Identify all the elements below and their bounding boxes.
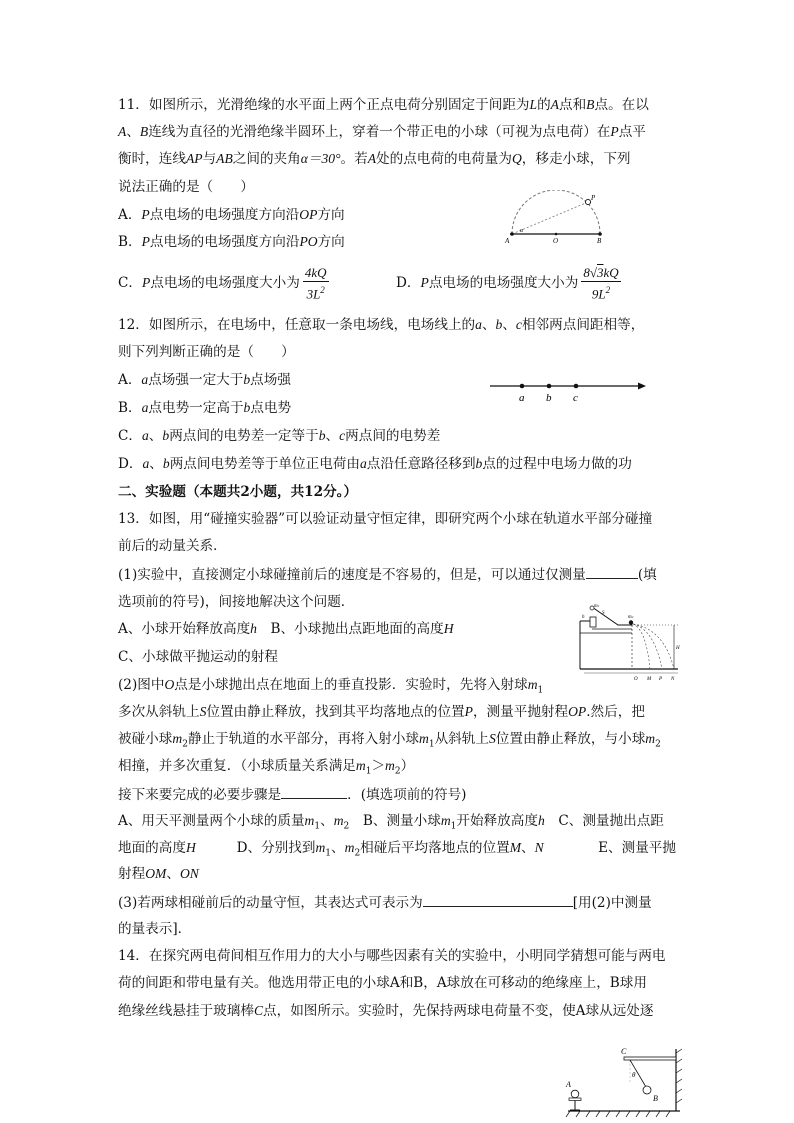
fig-label-m1: m1 [594,604,600,609]
answer-blank-1[interactable] [586,564,638,579]
q13-line-12: A、用天平测量两个小球的质量$m_1$、$m_2$ B、测量小球$m_1$开始释放高度h C、测量抛出点距 [118,813,664,832]
fig-label-n: N [671,677,675,682]
fig-label-m: M [647,677,652,682]
q12-line-1: 12．如图所示，在电场中，任意取一条电场线，电场线上的a、b、c相邻两点间距相等， [118,317,645,333]
q13-line-1: 13．如图，用“碰撞实验器”可以验证动量守恒定律，即研究两个小球在轨道水平部分碰撞 [118,511,653,527]
q13-line-9: 被碰小球$m_2$静止于轨道的水平部分，再将入射小球$m_1$从斜轨上S位置由静止释放，与小球$m_2$ [118,731,661,750]
q11-option-a: A．P点电场的电场强度方向沿OP方向 [118,207,345,223]
fig-label-c: C [621,1047,627,1056]
q11-option-d: D．P点电场的电场强度大小为 $\frac{8√3kQ}{9L^2}$ [396,265,619,302]
q11-line-2: A、B连线为直径的光滑绝缘半圆环上，穿着一个带正电的小球（可视为点电荷）在P点平 [118,124,646,140]
fig-label-b: B [597,237,602,245]
fig-label-h: h [582,615,585,620]
fig-label-theta: θ [632,1071,636,1079]
fig-label-alpha: α [520,228,524,234]
answer-blank-2[interactable] [281,784,347,799]
q13-line-7: (2)图中O点是小球抛出点在地面上的垂直投影．实验时，先将入射球$m_1$ [118,677,544,696]
fig-label-m2: m2 [628,615,634,620]
q14-line-2: 荷的间距和带电量有关。他选用带正电的小球A和B，A球放在可移动的绝缘座上，B球用 [118,975,647,991]
fig-label-c: c [573,392,578,404]
q11-semicircle-figure [500,190,610,246]
q13-line-13: 地面的高度H D、分别找到$m_1$、$m_2$相碰后平均落地点的位置M、N E、测量平抛 [118,840,676,859]
fig-label-b: b [546,392,552,404]
q12-option-b: B．a点电势一定高于b点电势 [118,400,292,416]
fig-label-a: A [566,1080,571,1089]
fig-label-a: a [519,392,525,404]
q13-line-4: 选项前的符号)，间接地解决这个问题． [118,594,355,610]
q13-line-11: 接下来要完成的必要步骤是 ．(填选项前的符号) [118,784,466,805]
option-c-fraction: $\frac{4kQ}{3L^2}$ [304,265,327,302]
q14-line-1: 14．在探究两电荷间相互作用力的大小与哪些因素有关的实验中，小明同学猜想可能与两电 [118,948,666,964]
q13-line-10: 相撞，并多次重复．（小球质量关系满足$m_1>m_2$） [118,758,415,777]
option-d-fraction: $\frac{8√3kQ}{9L^2}$ [583,265,619,302]
fig-label-o: O [634,677,638,682]
q12-line-2: 则下列判断正确的是（ ） [118,344,295,360]
q13-collision-apparatus-figure [578,603,680,683]
fig-label-a: A [505,237,510,245]
q14-coulomb-figure [560,1043,686,1119]
q13-line-14: 射程OM、ON [118,866,199,882]
q12-option-a: A．a点场强一定大于b点场强 [118,372,291,388]
q11-option-b: B．P点电场的电场强度方向沿PO方向 [118,234,345,250]
q13-line-16: 的量表示]． [118,921,192,937]
q11-line-1: 11．如图所示，光滑绝缘的水平面上两个正点电荷分别固定于间距为L的A点和B点。在以 [118,97,649,113]
q13-line-8: 多次从斜轨上S位置由静止释放，找到其平均落地点的位置P，测量平抛射程OP.然后，把 [118,704,645,720]
q11-option-c: C．P点电场的电场强度大小为 $\frac{4kQ}{3L^2}$ [118,265,327,302]
fig-label-o: O [553,237,559,245]
q13-line-15: (3)若两球相碰前后的动量守恒，其表达式可表示为 [用(2)中测量 [118,892,652,913]
fig-label-big-h: H [676,646,680,651]
q11-line-3: 衡时，连线AP与AB之间的夹角α＝30°。若A处的点电荷的电荷量为Q，移走小球，下列 [118,151,631,167]
section-heading: 二、实验题（本题共2小题，共12分。） [118,484,358,500]
q12-field-line-figure [488,376,648,406]
q14-line-3: 绝缘丝线悬挂于玻璃棒C点，如图所示。实验时，先保持两球电荷量不变，使A球从远处逐 [118,1003,654,1019]
q12-option-d: D．a、b两点间电势差等于单位正电荷由a点沿任意路径移到b点的过程中电场力做的功 [118,456,632,472]
q13-line-2: 前后的动量关系． [118,538,227,554]
fig-label-b: B [653,1094,658,1103]
fig-label-s: S [602,611,605,616]
q13-line-6: C、小球做平抛运动的射程 [118,649,278,665]
fig-label-p: P [659,677,663,682]
q13-line-5: A、小球开始释放高度h B、小球抛出点距地面的高度H [118,621,454,637]
q12-option-c: C．a、b两点间的电势差一定等于b、c两点间的电势差 [118,428,441,444]
q13-line-3: (1)实验中，直接测定小球碰撞前后的速度是不容易的，但是，可以通过仅测量 (填 [118,564,657,585]
answer-blank-3[interactable] [423,892,573,907]
q11-line-4: 说法正确的是（ ） [118,179,254,195]
fig-label-p: P [591,194,596,202]
